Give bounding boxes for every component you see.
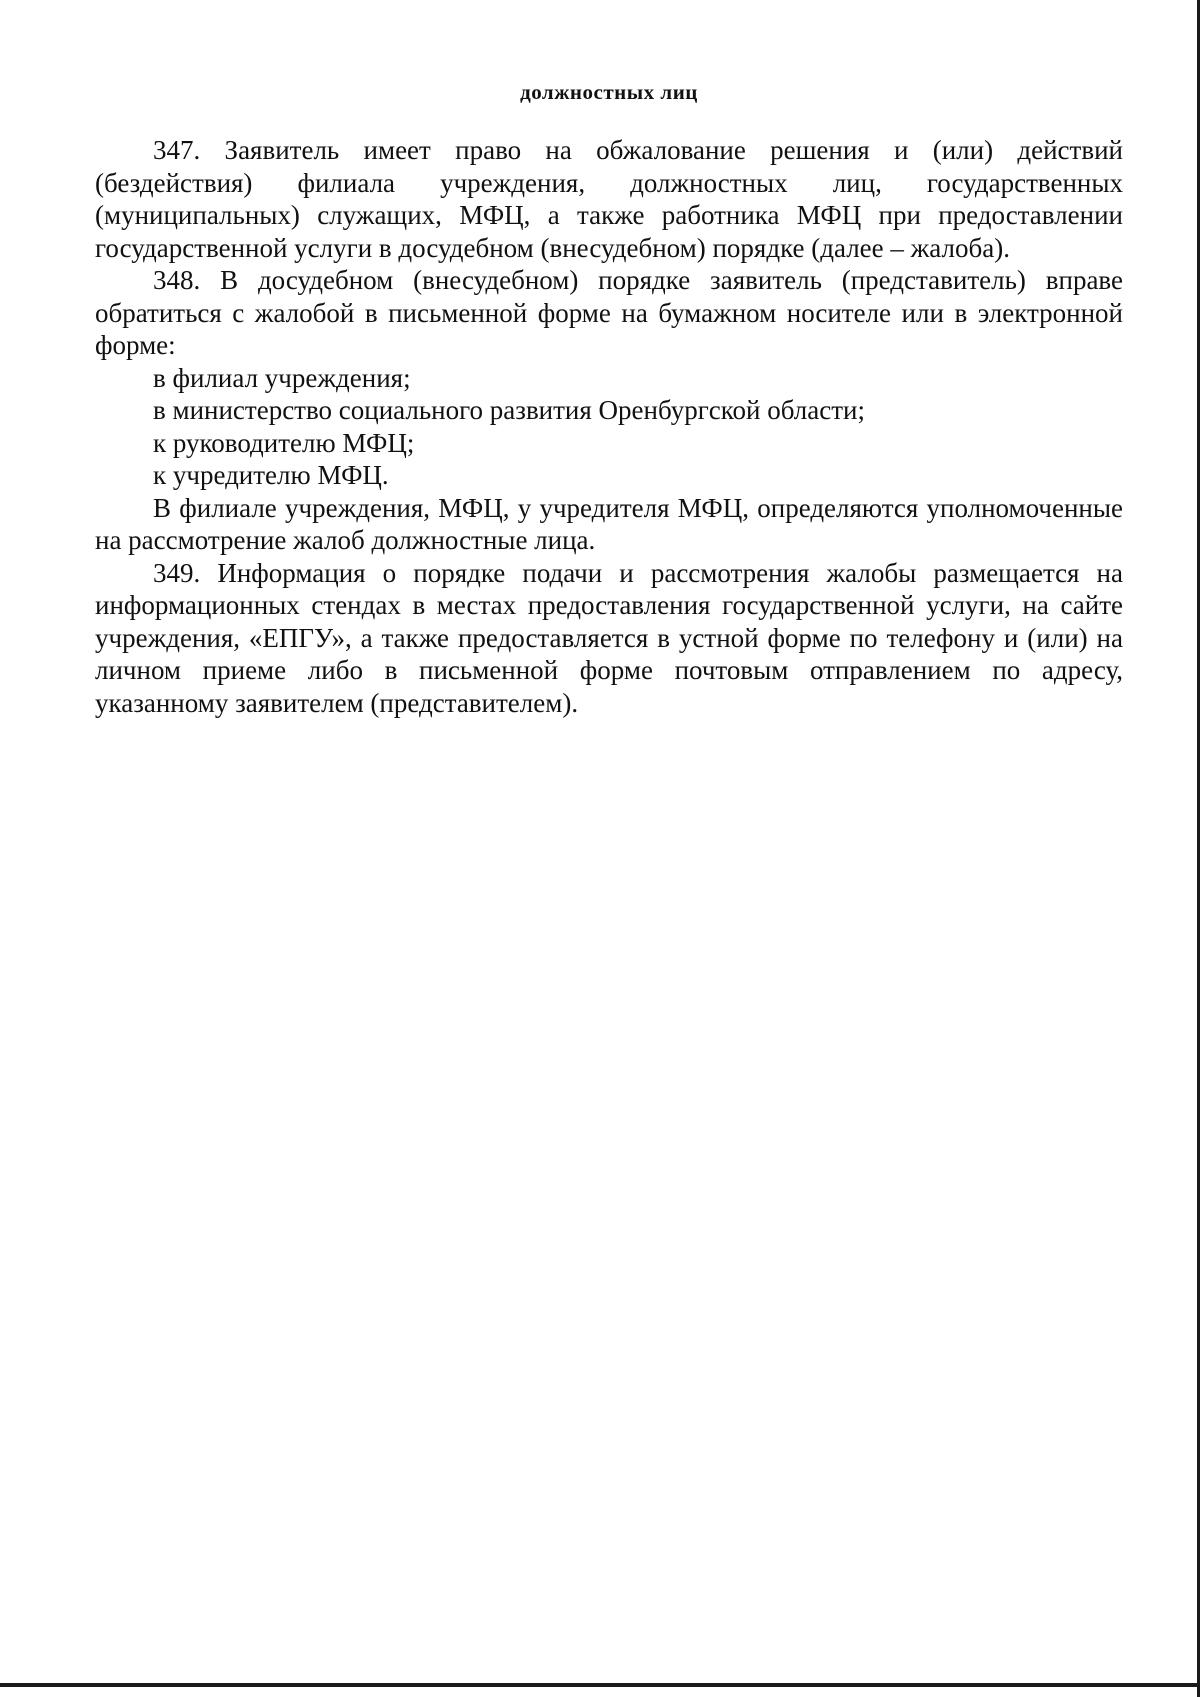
list-item: к учредителю МФЦ. — [153, 460, 389, 490]
paragraph-347: 347. Заявитель имеет право на обжалование решения и (или) действий (бездействия) филиала учреждения, должностных лиц, государственных (муниципальных) служащих, МФЦ, а также работника МФЦ при предоставлении государственной услуги в досудебном (внесудебном) порядке (далее – жалоба). — [95, 135, 1123, 263]
scan-edge-bottom — [0, 1683, 1200, 1687]
list-item: в министерство социального развития Оренбургской области; — [153, 395, 865, 425]
paragraph-349: 349. Информация о порядке подачи и рассмотрения жалобы размещается на информационных стендах в местах предоставления государственной услуги, на сайте учреждения, «ЕПГУ», а также предоставляется в устной форме по телефону и (или) на личном приеме либо в письменной форме почтовым отправлением по адресу, указанному заявителем (представителем). — [95, 557, 1123, 718]
list-item: к руководителю МФЦ; — [153, 427, 415, 458]
document-body — [95, 72, 1123, 719]
list-item: в филиал учреждения; — [153, 362, 411, 393]
section-heading: должностных лиц — [520, 80, 698, 104]
paragraph-348: 348. В досудебном (внесудебном) порядке заявитель (представитель) вправе обратиться с жалобой в письменной форме на бумажном носителе или в электронной форме: — [95, 265, 1123, 360]
paragraph-348-officials: В филиале учреждения, МФЦ, у учредителя МФЦ, определяются уполномоченные на рассмотрение жалоб должностные лица. — [95, 492, 1123, 555]
